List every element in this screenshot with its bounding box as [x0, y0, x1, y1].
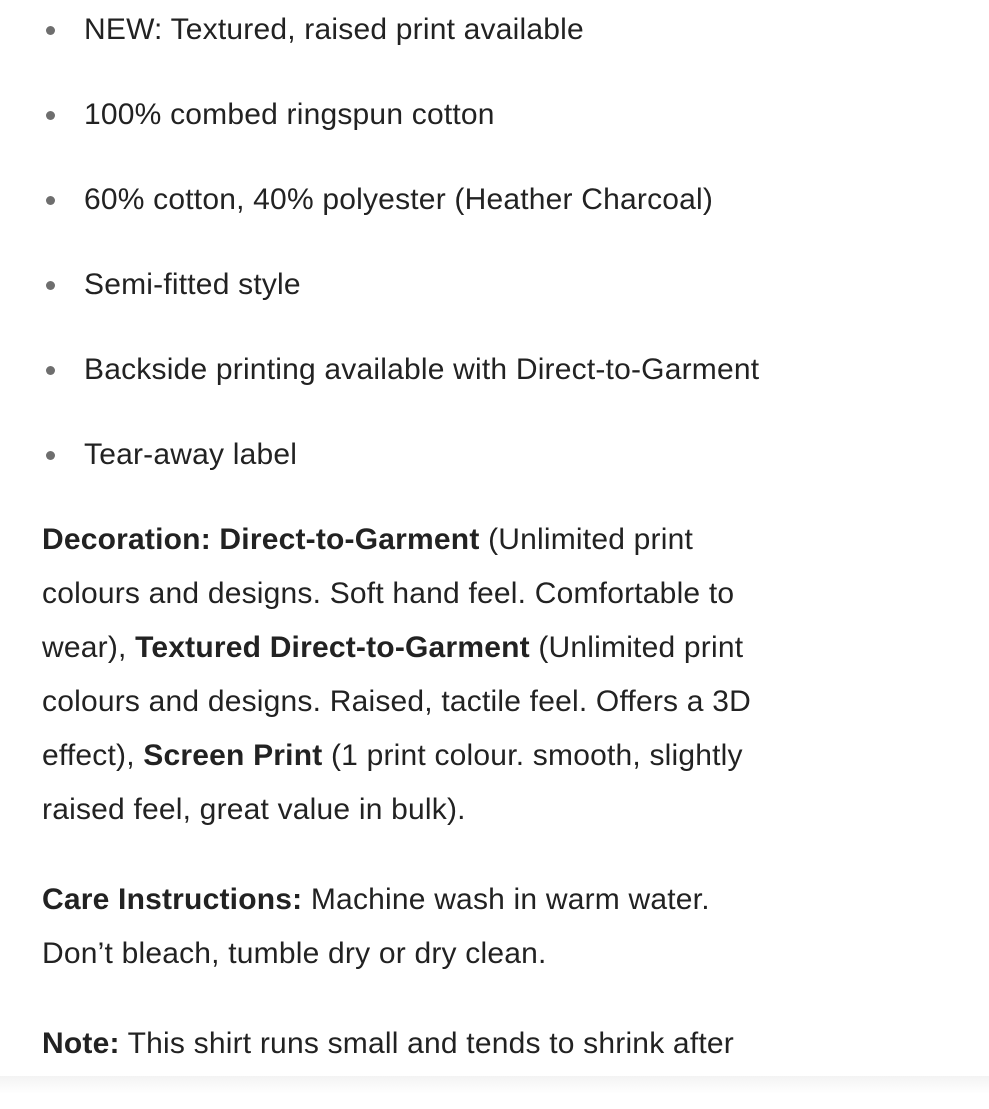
feature-list-item	[0, 173, 989, 227]
feature-text: Tear-away label	[84, 438, 298, 471]
paragraph-note: Note: This shirt runs small and tends to shrink after	[42, 1027, 734, 1060]
bold-text: Textured Direct-to-Garment	[135, 631, 530, 664]
feature-text: Semi-fitted style	[84, 268, 301, 301]
feature-list-item	[0, 88, 989, 142]
feature-text: 60% cotton, 40% polyester (Heather Charcoal)	[84, 183, 714, 216]
feature-list-item	[0, 428, 989, 482]
bold-text: Screen Print	[143, 739, 323, 772]
bullet-icon	[46, 281, 55, 290]
description-paragraphs	[0, 513, 989, 1071]
feature-list-item	[0, 258, 989, 312]
bullet-icon	[46, 111, 55, 120]
paragraph-care-instructions: Care Instructions: Machine wash in warm water. Don’t bleach, tumble dry or dry clean.	[42, 883, 710, 970]
feature-text: NEW: Textured, raised print available	[84, 13, 584, 46]
bold-text: Note:	[42, 1027, 120, 1060]
bullet-icon	[46, 451, 55, 460]
paragraph-decoration: Decoration: Direct-to-Garment (Unlimited print colours and designs. Soft hand feel. Comfortable to wear), Textured Direct-to-Garment (Unlimited print colours and designs. Raised, tactile feel. Offers a 3D effect), Screen Print (1 print colour. smooth, slightly raised feel, great value in bulk).	[42, 523, 751, 826]
feature-list	[0, 3, 989, 482]
bullet-icon	[46, 196, 55, 205]
feature-text: Backside printing available with Direct-to-Garment	[84, 353, 760, 386]
bullet-icon	[46, 26, 55, 35]
bold-text: Decoration: Direct-to-Garment	[42, 523, 480, 556]
feature-list-item	[0, 3, 989, 57]
bold-text: Care Instructions:	[42, 883, 303, 916]
feature-list-item	[0, 343, 989, 397]
feature-text: 100% combed ringspun cotton	[84, 98, 495, 131]
bullet-icon	[46, 366, 55, 375]
bottom-fade-overlay	[0, 1076, 989, 1109]
